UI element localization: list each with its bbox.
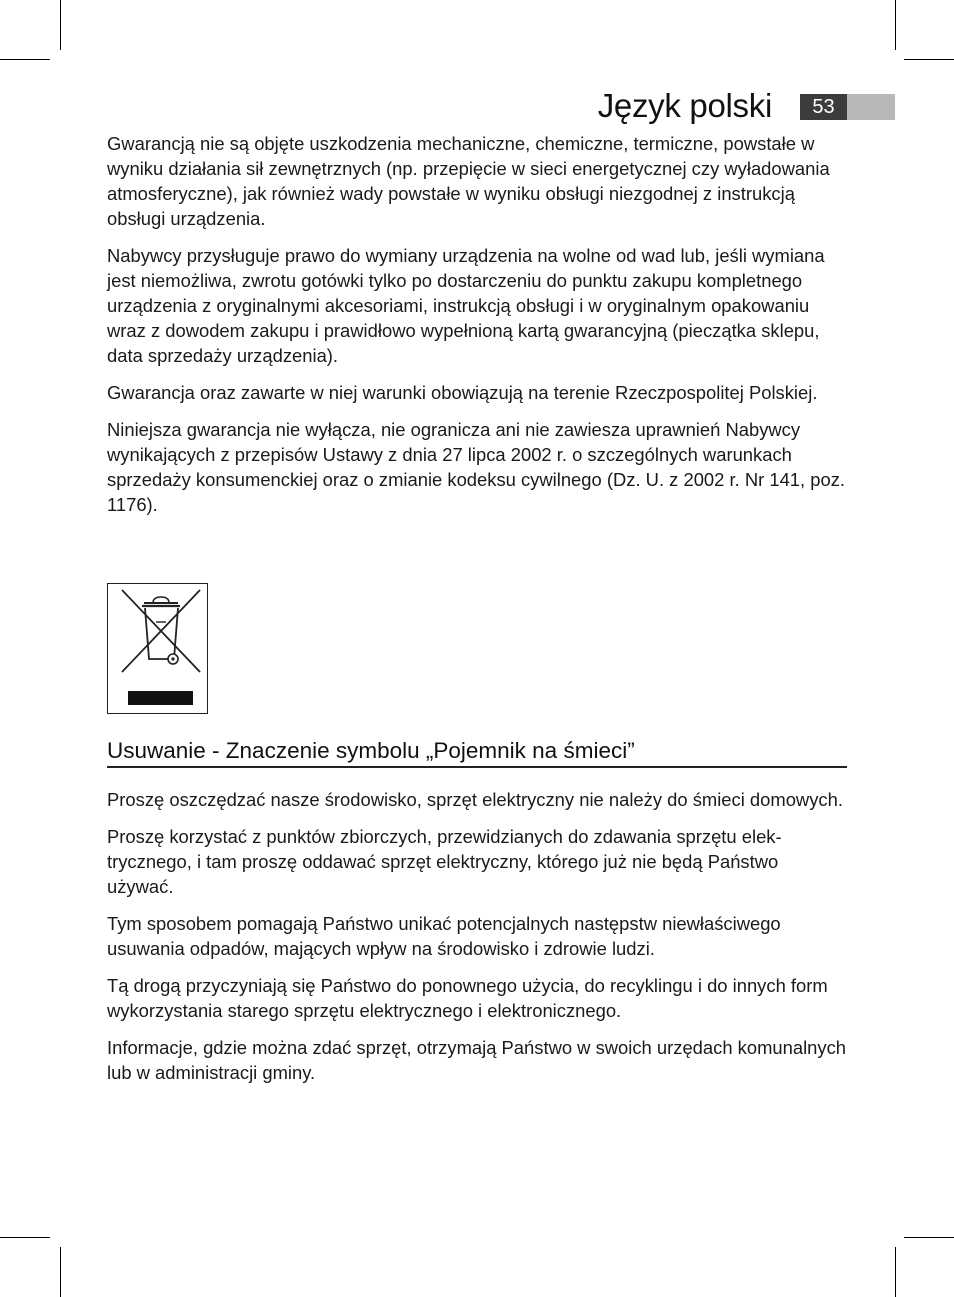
paragraph: Proszę oszczędzać nasze środowisko, sprzęt elektryczny nie należy do śmieci domowych. <box>107 789 843 810</box>
crop-mark <box>904 1237 954 1238</box>
paragraph: Tą drogą przyczyniają się Państwo do ponownego użycia, do recyklingu i do innych form wykorzystania starego sprzętu elektrycznego i elektronicznego. <box>107 975 828 1021</box>
page-tab <box>800 94 895 120</box>
page-title: Język polski <box>597 87 772 124</box>
crop-mark <box>0 59 50 60</box>
paragraph: Gwarancją nie są objęte uszkodzenia mechaniczne, chemiczne, termiczne, powstałe w wyniku działania sił zewnętrznych (np. przepięcie w sieci energetycznej czy wyładowania atmosferyczne), jak również wady powstałe w wyniku obsługi niezgodnej z instrukcją obsługi urządzenia. <box>107 133 830 229</box>
section-heading: Usuwanie - Znaczenie symbolu „Pojemnik na śmieci” <box>107 736 847 768</box>
crop-mark <box>60 1247 61 1297</box>
crop-mark <box>904 59 954 60</box>
paragraph: Tym sposobem pomagają Państwo unikać potencjalnych następstw niewłaściwego usuwania odpadów, mających wpływ na środowisko i zdrowie ludzi. <box>107 913 781 959</box>
crop-mark <box>895 1247 896 1297</box>
crossed-out-wheelie-bin-icon <box>107 583 208 714</box>
page-number: 53 <box>800 94 847 120</box>
paragraph: Gwarancja oraz zawarte w niej warunki obowiązują na terenie Rzeczpospolitej Polskiej. <box>107 382 818 403</box>
warranty-section <box>107 131 847 517</box>
disposal-section <box>107 787 847 1097</box>
paragraph: Proszę korzystać z punktów zbiorczych, przewidzianych do zdawania sprzętu elektrycznego, i tam proszę oddawać sprzęt elektryczny, którego już nie będą Państwo używać. <box>107 826 782 897</box>
crop-mark <box>60 0 61 50</box>
crop-mark <box>0 1237 50 1238</box>
paragraph: Nabywcy przysługuje prawo do wymiany urządzenia na wolne od wad lub, jeśli wymiana jest niemożliwa, zwrotu gotówki tylko po dostarczeniu do punktu zakupu kompletnego urządzenia z oryginalnymi akcesoriami, instrukcją obsługi i w oryginalnym opakowaniu wraz z dowodem zakupu i prawidłowo wypełnioną kartą gwarancyjną (pieczątka sklepu, data sprzedaży urządzenia). <box>107 245 825 366</box>
crossed-out-wheelie-bin-icon <box>108 584 206 712</box>
paragraph: Niniejsza gwarancja nie wyłącza, nie ogranicza ani nie zawiesza uprawnień Nabywcy wynikających z przepisów Ustawy z dnia 27 lipca 2002 r. o szczególnych warunkach sprzedaży konsumenckiej oraz o zmianie kodeksu cywilnego (Dz. U. z 2002 r. Nr 141, poz. 1176). <box>107 419 846 515</box>
paragraph: Informacje, gdzie można zdać sprzęt, otrzymają Państwo w swoich urzędach komunalnych lub w administracji gminy. <box>107 1037 847 1083</box>
crop-mark <box>895 0 896 50</box>
